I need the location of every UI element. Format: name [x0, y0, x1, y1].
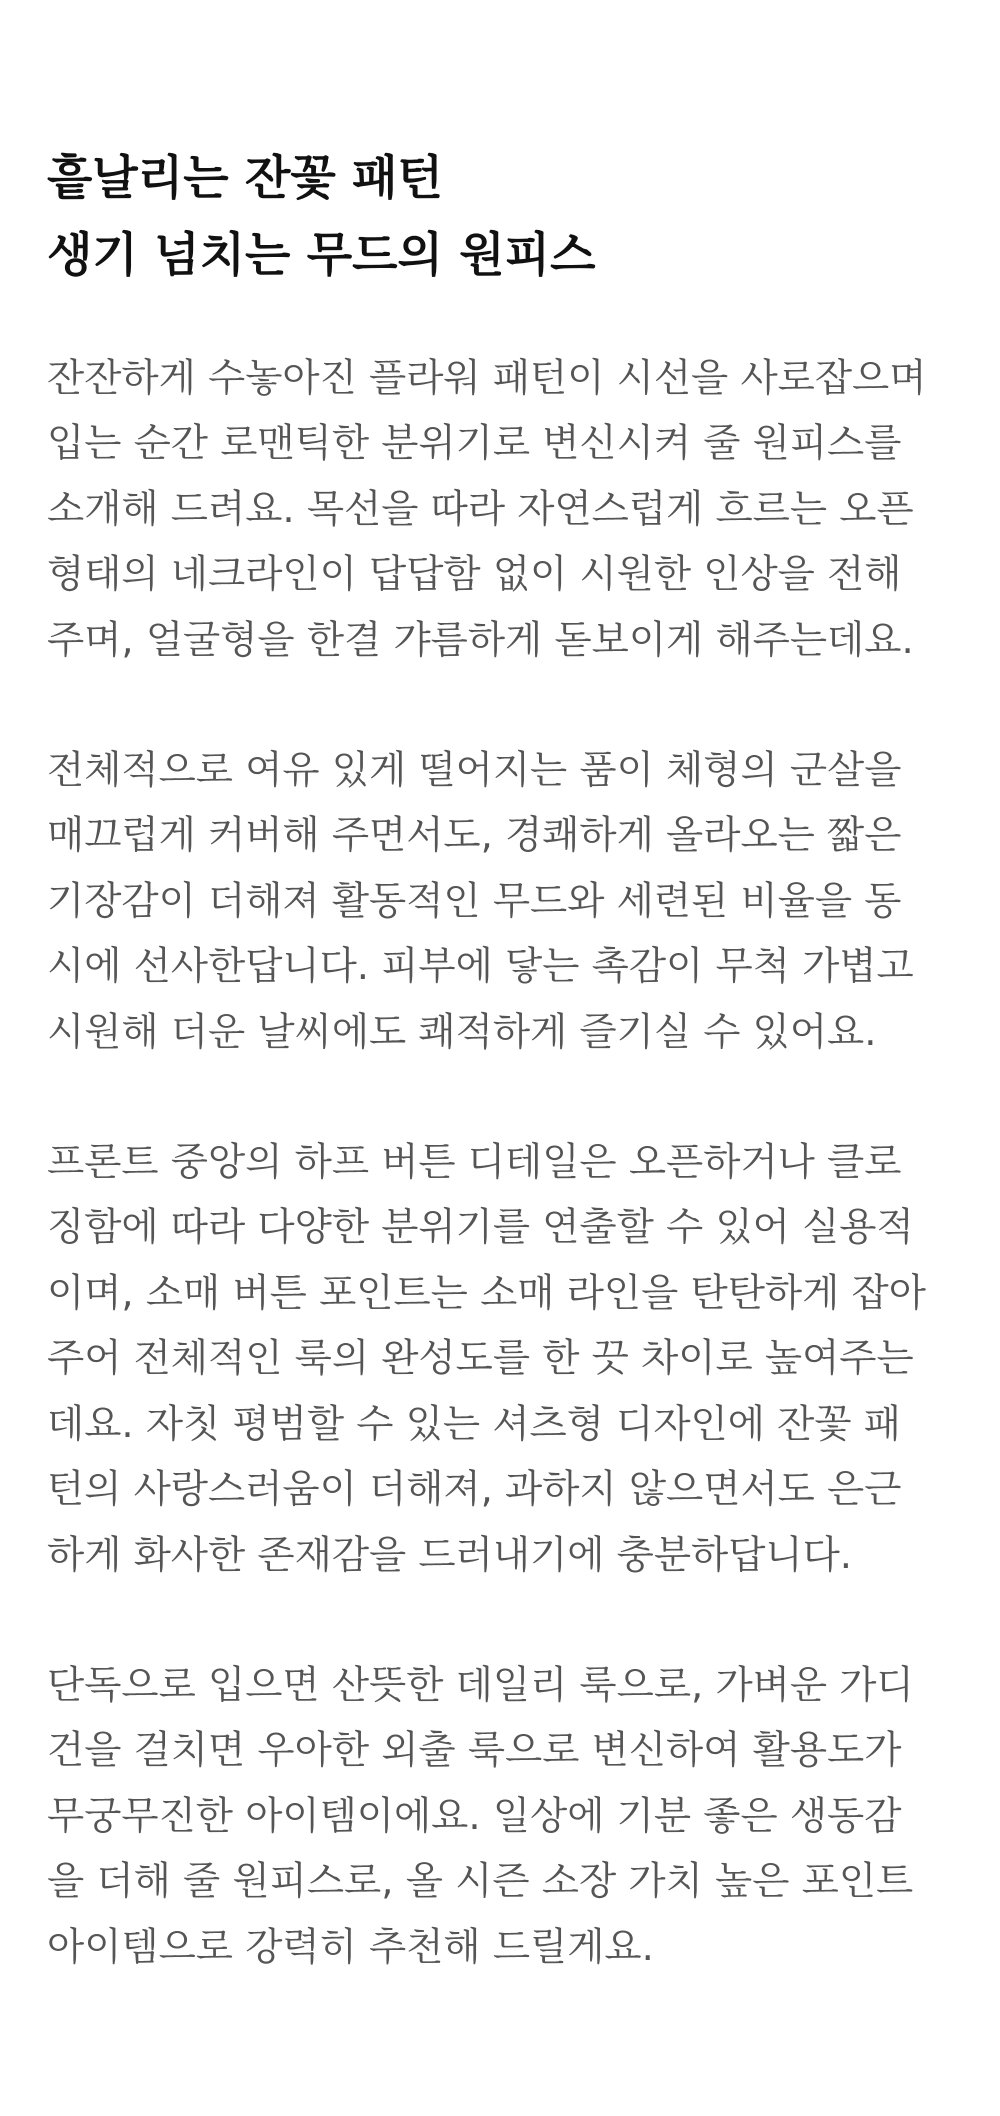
paragraph-line: 단독으로 입으면 산뜻한 데일리 룩으로, 가벼운 가디: [47, 1662, 914, 1708]
paragraph-line: 데요. 자칫 평범할 수 있는 셔츠형 디자인에 잔꽃 패: [47, 1401, 901, 1447]
paragraph-line: 징함에 따라 다양한 분위기를 연출할 수 있어 실용적: [47, 1205, 914, 1251]
paragraph-line: 주며, 얼굴형을 한결 갸름하게 돋보이게 해주는데요.: [47, 617, 914, 663]
paragraph-line: 입는 순간 로맨틱한 분위기로 변신시켜 줄 원피스를: [47, 421, 902, 467]
headline-line-1: 흩날리는 잔꽃 패턴: [47, 151, 443, 206]
paragraph-line: 시에 선사한답니다. 피부에 닿는 촉감이 무척 가볍고: [47, 944, 914, 990]
headline: [47, 140, 967, 294]
paragraph-line: 건을 걸치면 우아한 외출 룩으로 변신하여 활용도가: [47, 1728, 902, 1774]
paragraph-line: 기장감이 더해져 활동적인 무드와 세련된 비율을 동: [47, 878, 902, 924]
paragraph-line: 프론트 중앙의 하프 버튼 디테일은 오픈하거나 클로: [47, 1140, 902, 1186]
paragraph-line: 전체적으로 여유 있게 떨어지는 품이 체형의 군살을: [47, 748, 902, 794]
paragraph-line: 형태의 네크라인이 답답함 없이 시원한 인상을 전해: [47, 552, 902, 598]
paragraph-line: 소개해 드려요. 목선을 따라 자연스럽게 흐르는 오픈: [47, 486, 914, 532]
paragraph-line: 아이템으로 강력히 추천해 드릴게요.: [47, 1924, 654, 1970]
paragraph-styling: [47, 1653, 967, 1980]
paragraph-line: 무궁무진한 아이템이에요. 일상에 기분 좋은 생동감: [47, 1793, 902, 1839]
paragraph-line: 주어 전체적인 룩의 완성도를 한 끗 차이로 높여주는: [47, 1336, 914, 1382]
paragraph-line: 을 더해 줄 원피스로, 올 시즌 소장 가치 높은 포인트: [47, 1859, 914, 1905]
product-description: [47, 140, 967, 2045]
paragraph-line: 시원해 더운 날씨에도 쾌적하게 즐기실 수 있어요.: [47, 1009, 877, 1055]
paragraph-fit: [47, 738, 967, 1065]
paragraph-line: 턴의 사랑스러움이 더해져, 과하지 않으면서도 은근: [47, 1467, 902, 1513]
paragraph-line: 잔잔하게 수놓아진 플라워 패턴이 시선을 사로잡으며: [47, 356, 927, 401]
headline-line-2: 생기 넘치는 무드의 원피스: [47, 228, 596, 283]
paragraph-line: 하게 화사한 존재감을 드러내기에 충분하답니다.: [47, 1532, 853, 1578]
paragraph-details: [47, 1130, 967, 1588]
paragraph-line: 이며, 소매 버튼 포인트는 소매 라인을 탄탄하게 잡아: [47, 1270, 926, 1316]
paragraph-intro: [47, 346, 967, 673]
paragraph-line: 매끄럽게 커버해 주면서도, 경쾌하게 올라오는 짧은: [47, 813, 902, 859]
